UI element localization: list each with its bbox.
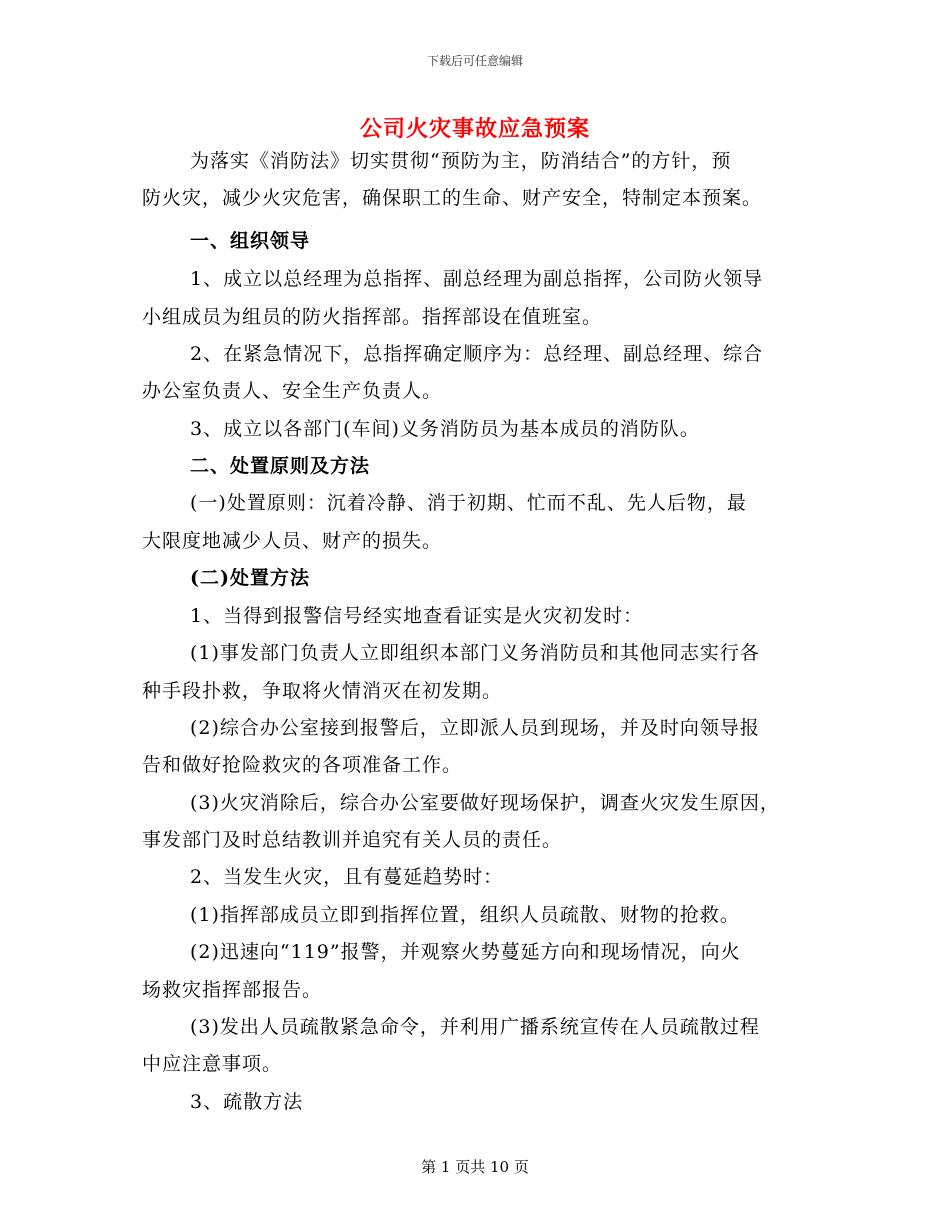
paragraph-line: 办公室负责人、安全生产负责人。: [142, 380, 443, 402]
paragraph-line: 场救灾指挥部报告。: [142, 979, 323, 1001]
page-number-footer: 第 1 页共 10 页: [421, 1158, 529, 1176]
paragraph-line: 1、成立以总经理为总指挥、副总经理为副总指挥，公司防火领导: [190, 268, 764, 290]
section-heading: 一、组织领导: [190, 230, 311, 252]
paragraph-line: (3)发出人员疏散紧急命令，并利用广播系统宣传在人员疏散过程: [190, 1016, 760, 1038]
paragraph-line: 2、在紧急情况下，总指挥确定顺序为：总经理、副总经理、综合: [190, 343, 764, 365]
paragraph-line: 3、成立以各部门(车间)义务消防员为基本成员的消防队。: [190, 418, 700, 440]
paragraph-line: (3)火灾消除后，综合办公室要做好现场保护，调查火灾发生原因，: [190, 792, 780, 814]
paragraph-line: 大限度地减少人员、财产的损失。: [142, 530, 443, 552]
paragraph-line: 种手段扑救，争取将火情消灭在初发期。: [142, 680, 503, 702]
paragraph-line: 告和做好抢险救灾的各项准备工作。: [142, 754, 463, 776]
paragraph-line: 为落实《消防法》切实贯彻“预防为主，防消结合”的方针，预: [190, 150, 732, 172]
paragraph-line: (一)处置原则：沉着冷静、消于初期、忙而不乱、先人后物，最: [190, 492, 747, 514]
paragraph-line: (1)事发部门负责人立即组织本部门义务消防员和其他同志实行各: [190, 642, 760, 664]
paragraph-line: 1、当得到报警信号经实地查看证实是火灾初发时：: [190, 605, 644, 627]
paragraph-line: (2)迅速向“119”报警，并观察火势蔓延方向和现场情况，向火: [190, 941, 741, 963]
subsection-heading: (二)处置方法: [190, 567, 310, 589]
paragraph-line: 小组成员为组员的防火指挥部。指挥部设在值班室。: [142, 306, 603, 328]
document-title: 公司火灾事故应急预案: [359, 116, 590, 142]
paragraph-line: 中应注意事项。: [142, 1053, 283, 1075]
paragraph-line: 3、疏散方法: [190, 1091, 304, 1113]
section-heading: 二、处置原则及方法: [190, 455, 371, 477]
paragraph-line: 防火灾，减少火灾危害，确保职工的生命、财产安全，特制定本预案。: [142, 187, 763, 209]
header-note: 下载后可任意编辑: [426, 54, 523, 68]
paragraph-line: (2)综合办公室接到报警后，立即派人员到现场，并及时向领导报: [190, 717, 760, 739]
paragraph-line: (1)指挥部成员立即到指挥位置，组织人员疏散、财物的抢救。: [190, 904, 740, 926]
paragraph-line: 事发部门及时总结教训并追究有关人员的责任。: [142, 829, 563, 851]
paragraph-line: 2、当发生火灾，且有蔓延趋势时：: [190, 866, 504, 888]
